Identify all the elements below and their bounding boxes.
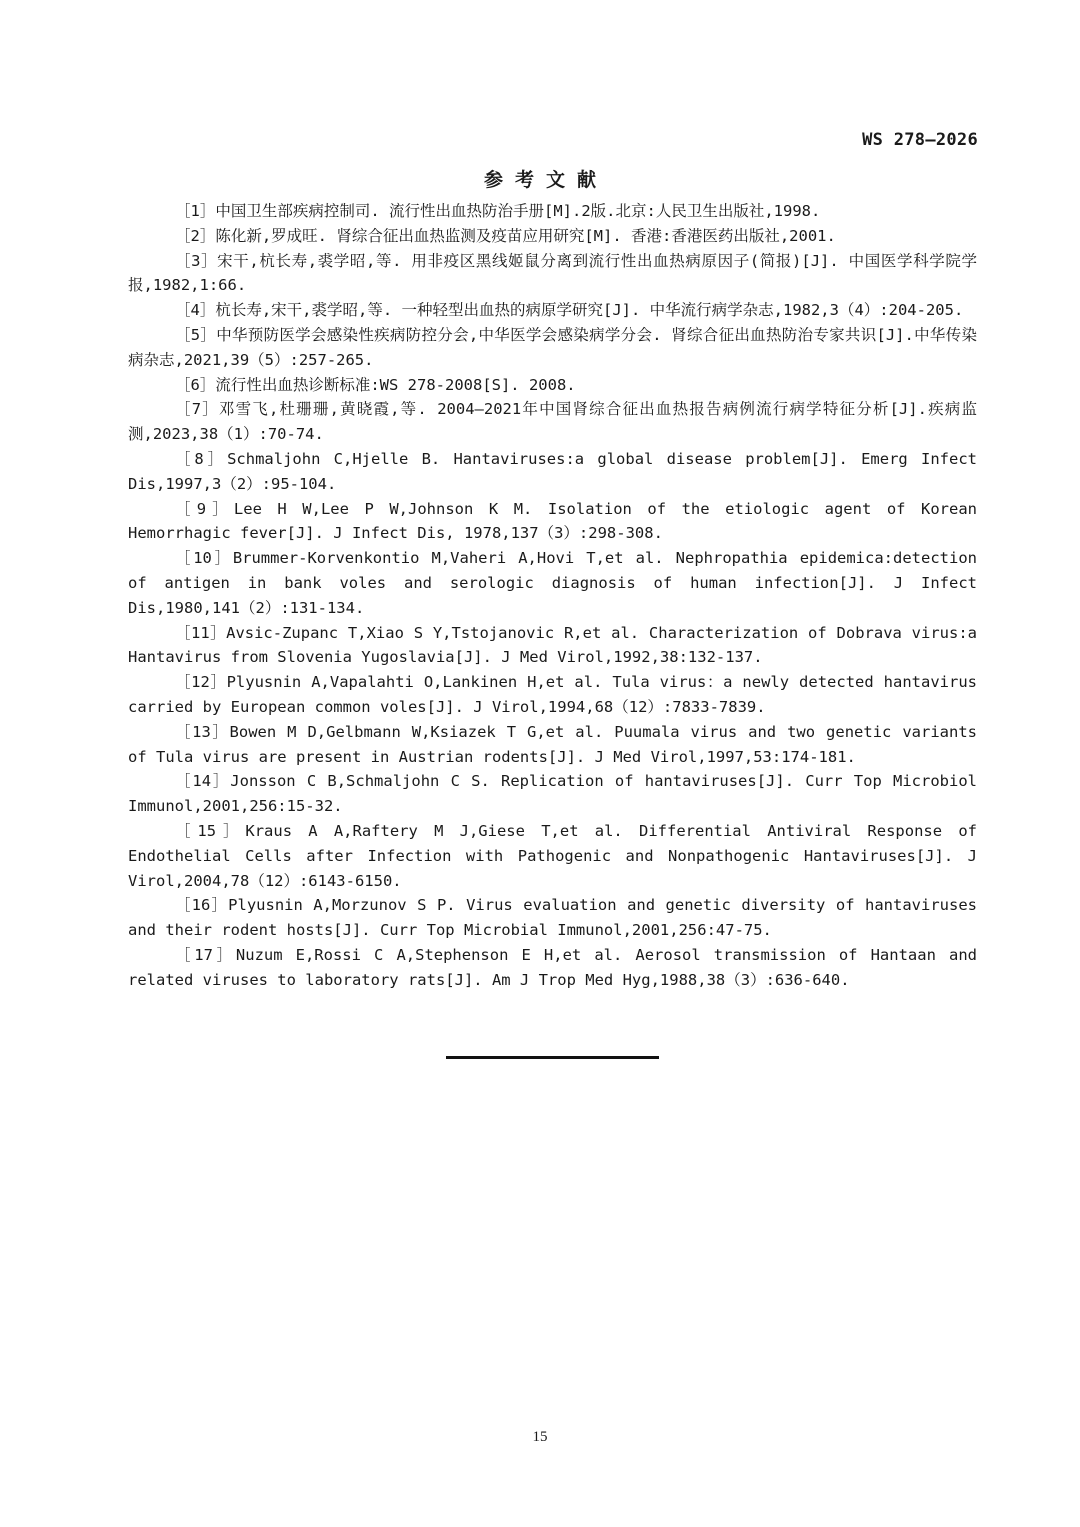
reference-item: ［9］Lee H W,Lee P W,Johnson K M. Isolation of the etiologic agent of Korean Hemorrhagic fever[J]. J Infect Dis, 1978,137（3）:298-308.: [128, 499, 977, 543]
reference-item: ［8］Schmaljohn C,Hjelle B. Hantaviruses:a global disease problem[J]. Emerg Infect Dis,1997,3（2）:95-104.: [128, 449, 977, 493]
reference-item: ［15］Kraus A A,Raftery M J,Giese T,et al. Differential Antiviral Response of Endothelial Cells after Infection with Pathogenic and Nonpathogenic Hantaviruses[J]. J Virol,2004,78（12）:6143-6150.: [128, 821, 977, 890]
reference-item: ［5］中华预防医学会感染性疾病防控分会,中华医学会感染病学分会. 肾综合征出血热防治专家共识[J].中华传染病杂志,2021,39（5）:257-265.: [128, 325, 977, 369]
reference-list: [128, 199, 977, 993]
page-number: 15: [532, 1429, 548, 1445]
reference-item: ［1］中国卫生部疾病控制司. 流行性出血热防治手册[M].2版.北京:人民卫生出版社,1998.: [175, 202, 821, 220]
reference-item: ［17］Nuzum E,Rossi C A,Stephenson E H,et al. Aerosol transmission of Hantaan and related viruses to laboratory rats[J]. Am J Trop Med Hyg,1988,38（3）:636-640.: [128, 945, 977, 989]
reference-item: ［6］流行性出血热诊断标准:WS 278-2008[S]. 2008.: [175, 375, 576, 394]
reference-item: ［3］宋干,杭长寿,裘学昭,等. 用非疫区黑线姬鼠分离到流行性出血热病原因子(简报)[J]. 中国医学科学院学报,1982,1:66.: [128, 251, 977, 295]
reference-item: ［11］Avsic-Zupanc T,Xiao S Y,Tstojanovic R,et al. Characterization of Dobrava virus:a Hantavirus from Slovenia Yugoslavia[J]. J Med Virol,1992,38:132-137.: [128, 623, 977, 667]
reference-item: ［7］邓雪飞,杜珊珊,黄晓霞,等. 2004—2021年中国肾综合征出血热报告病例流行病学特征分析[J].疾病监测,2023,38（1）:70-74.: [128, 400, 977, 444]
section-title: 参考文献: [483, 169, 608, 191]
reference-item: ［2］陈化新,罗成旺. 肾综合征出血热监测及疫苗应用研究[M]. 香港:香港医药出版社,2001.: [175, 226, 836, 245]
reference-item: ［16］Plyusnin A,Morzunov S P. Virus evaluation and genetic diversity of hantaviruses and their rodent hosts[J]. Curr Top Microbial Immunol,2001,256:47-75.: [128, 896, 977, 940]
document-code: WS 278—2026: [862, 130, 978, 150]
reference-item: ［10］Brummer-Korvenkontio M,Vaheri A,Hovi T,et al. Nephropathia epidemica:detection of antigen in bank voles and serologic diagnosis of human infection[J]. J Infect Dis,1980,141（2）:131-134.: [128, 549, 977, 617]
reference-item: ［12］Plyusnin A,Vapalahti O,Lankinen H,et al. Tula virus：a newly detected hantavirus carried by European common voles[J]. J Virol,1994,68（12）:7833-7839.: [128, 673, 977, 716]
reference-item: ［4］杭长寿,宋干,裘学昭,等. 一种轻型出血热的病原学研究[J]. 中华流行病学杂志,1982,3（4）:204-205.: [175, 301, 964, 320]
end-divider: [446, 1056, 659, 1059]
reference-item: ［13］Bowen M D,Gelbmann W,Ksiazek T G,et al. Puumala virus and two genetic variants of Tula virus are present in Austrian rodents[J]. J Med Virol,1997,53:174-181.: [128, 722, 977, 766]
reference-item: ［14］Jonsson C B,Schmaljohn C S. Replication of hantaviruses[J]. Curr Top Microbiol Immunol,2001,256:15-32.: [128, 772, 977, 816]
